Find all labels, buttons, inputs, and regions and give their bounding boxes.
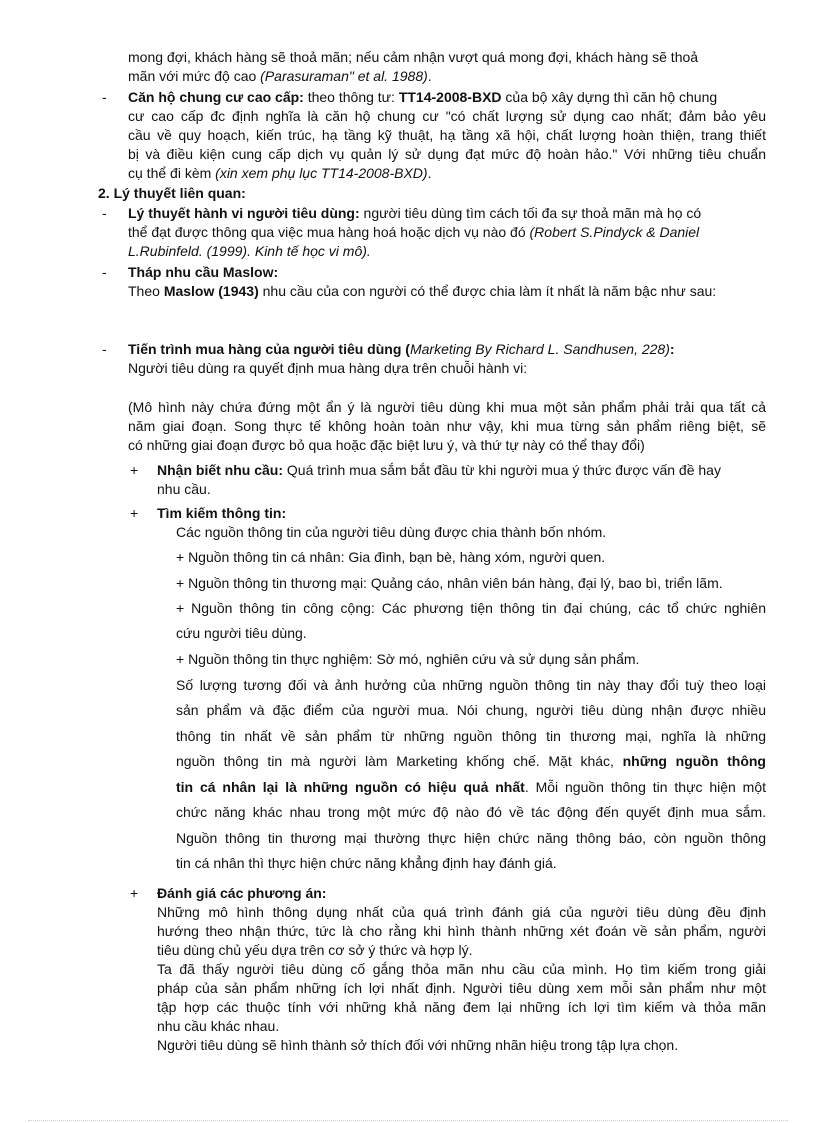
bullet-dash: -	[102, 205, 107, 221]
bullet-dash: -	[102, 341, 107, 357]
citation: Marketing By Richard L. Sandhusen, 228)	[409, 341, 670, 357]
paragraph-line: cầu về quy hoạch, kiến trúc, hạ tầng kỹ thuật, hạ tầng xã hội, chất lượng hoàn thiện, trang thiết	[128, 127, 766, 143]
paragraph-line: thể đạt được thông qua việc mua hàng hoá hoặc dịch vụ nào đó (Robert S.Pindyck & Daniel	[128, 224, 700, 240]
paragraph-line: Số lượng tương đối và ảnh hưởng của những nguồn thông tin này thay đổi tuỳ theo loại	[176, 677, 766, 693]
paragraph-line: Người tiêu dùng sẽ hình thành sở thích đối với những nhãn hiệu trong tập lựa chọn.	[157, 1037, 679, 1053]
paragraph-line: Các nguồn thông tin của người tiêu dùng được chia thành bốn nhóm.	[176, 524, 607, 540]
note-line: có những giai đoạn được bỏ qua hoặc đặc biệt lưu ý, và thứ tự này có thể thay đổi)	[128, 437, 645, 453]
note-line: (Mô hình này chứa đứng một ẩn ý là người tiêu dùng khi mua một sản phẩm phải trải qua tất cả	[128, 399, 766, 415]
paragraph-line: hướng theo nhận thức, tức là cho rằng khi hình thành những xét đoán về sản phẩm, người	[157, 923, 766, 939]
term-heading: Căn hộ chung cư cao cấp:	[128, 89, 304, 105]
bullet-dash: -	[102, 89, 107, 105]
paragraph-line: mong đợi, khách hàng sẽ thoả mãn; nếu cảm nhận vượt quá mong đợi, khách hàng sẽ thoả	[128, 49, 699, 65]
citation: (Robert S.Pindyck & Daniel	[529, 224, 700, 240]
paragraph-line: Theo Maslow (1943) nhu cầu của con người có thể được chia làm ít nhất là năm bậc như sau:	[128, 283, 717, 299]
paragraph-line: cư cao cấp đc định nghĩa là căn hộ chung cư "có chất lượng sử dụng cao nhất; đảm bảo yêu	[128, 108, 766, 124]
step-heading: Tìm kiếm thông tin:	[157, 505, 287, 521]
regulation-code: TT14-2008-BXD	[398, 89, 502, 105]
bullet-heading-line: Tiến trình mua hàng của người tiêu dùng (Marketing By Richard L. Sandhusen, 228):	[128, 341, 675, 357]
paragraph-line: nguồn thông tin mà người làm Marketing khống chế. Mặt khác, những nguồn thông	[176, 753, 766, 769]
step-heading: Đánh giá các phương án:	[157, 885, 327, 901]
paragraph-line: tin cá nhân thì thực hiện chức năng khẳng định hay đánh giá.	[176, 855, 557, 871]
citation: (xin xem phụ lục TT14-2008-BXD)	[215, 165, 428, 181]
paragraph-line: tập hợp các thuộc tính với những khả năng đem lại những ích lợi tìm kiếm và thỏa mãn	[157, 999, 766, 1015]
step-heading: Nhận biết nhu cầu:	[157, 462, 283, 478]
list-item: + Nguồn thông tin thực nghiệm: Sờ mó, nghiên cứu và sử dụng sản phẩm.	[176, 651, 640, 667]
paragraph-line: Nguồn thông tin thương mại thường thực hiện chức năng thông báo, còn nguồn thông	[176, 830, 766, 846]
bullet-heading-line: Căn hộ chung cư cao cấp: theo thông tư: TT14-2008-BXD của bộ xây dựng thì căn hộ chung	[128, 89, 718, 105]
bullet-plus: +	[130, 462, 139, 478]
paragraph-line: bị và điều kiện cung cấp dịch vụ quản lý sử dụng đạt mức độ hoàn hảo." Với những tiêu chuẩn	[128, 146, 766, 162]
paragraph-line: cụ thể đi kèm (xin xem phụ lục TT14-2008-BXD).	[128, 165, 432, 181]
list-item: cứu người tiêu dùng.	[176, 625, 307, 641]
term-heading: Lý thuyết hành vi người tiêu dùng:	[128, 205, 360, 221]
term-heading: Tháp nhu cầu Maslow:	[128, 264, 279, 280]
citation: (Parasuraman" et al. 1988)	[260, 68, 428, 84]
note-line: năm giai đoạn. Song thực tế không hoàn toàn như vậy, khi mua từng sản phẩm riêng biệt, sẽ	[128, 418, 766, 434]
paragraph-line: thông tin nhất về sản phẩm từ những nguồn thông tin thương mại, nghĩa là những	[176, 728, 766, 744]
paragraph-line: Ta đã thấy người tiêu dùng cố gắng thỏa mãn nhu cầu của mình. Họ tìm kiếm trong giải	[157, 961, 766, 977]
section-heading: 2. Lý thuyết liên quan:	[98, 185, 246, 201]
list-item: + Nguồn thông tin công cộng: Các phương tiện thông tin đại chúng, các tổ chức nghiên	[176, 600, 766, 616]
bullet-plus: +	[130, 505, 139, 521]
paragraph-line: chức năng khác nhau trong một mức độ nào đó về tác động đến quyết định mua sắm.	[176, 804, 766, 820]
bullet-heading-line: Lý thuyết hành vi người tiêu dùng: người tiêu dùng tìm cách tối đa sự thoả mãn mà họ có	[128, 205, 702, 221]
paragraph-line: pháp của sản phẩm những ích lợi nhất định. Người tiêu dùng xem mỗi sản phẩm như một	[157, 980, 766, 996]
paragraph-line: sản phẩm và đặc điểm của người mua. Nói chung, người tiêu dùng nhận được nhiều	[176, 702, 766, 718]
paragraph-line: tin cá nhân lại là những nguồn có hiệu quả nhất. Mỗi nguồn thông tin thực hiện một	[176, 779, 767, 795]
citation: L.Rubinfeld. (1999). Kinh tế học vi mô).	[128, 243, 371, 259]
bullet-dash: -	[102, 264, 107, 280]
paragraph-line: Người tiêu dùng ra quyết định mua hàng dựa trên chuỗi hành vi:	[128, 360, 528, 376]
sub-heading-line: Nhận biết nhu cầu: Quá trình mua sắm bắt đầu từ khi người mua ý thức được vấn đề hay	[157, 462, 721, 478]
paragraph-line: nhu cầu.	[157, 481, 211, 497]
paragraph-line: tiêu dùng chủ yếu dựa trên cơ sở ý thức và hợp lý.	[157, 942, 473, 958]
paragraph-line: nhu cầu khác nhau.	[157, 1018, 280, 1034]
page-bottom-rule	[28, 1120, 788, 1121]
paragraph-line: mãn với mức độ cao (Parasuraman" et al. 1988).	[128, 68, 432, 84]
paragraph-line: Những mô hình thông dụng nhất của quá trình đánh giá của người tiêu dùng đều định	[157, 904, 766, 920]
term-heading: Tiến trình mua hàng của người tiêu dùng (	[128, 341, 410, 357]
list-item: + Nguồn thông tin thương mại: Quảng cáo, nhân viên bán hàng, đại lý, bao bì, triển lãm.	[176, 575, 723, 591]
list-item: + Nguồn thông tin cá nhân: Gia đình, bạn bè, hàng xóm, người quen.	[176, 549, 606, 565]
bullet-plus: +	[130, 885, 139, 901]
